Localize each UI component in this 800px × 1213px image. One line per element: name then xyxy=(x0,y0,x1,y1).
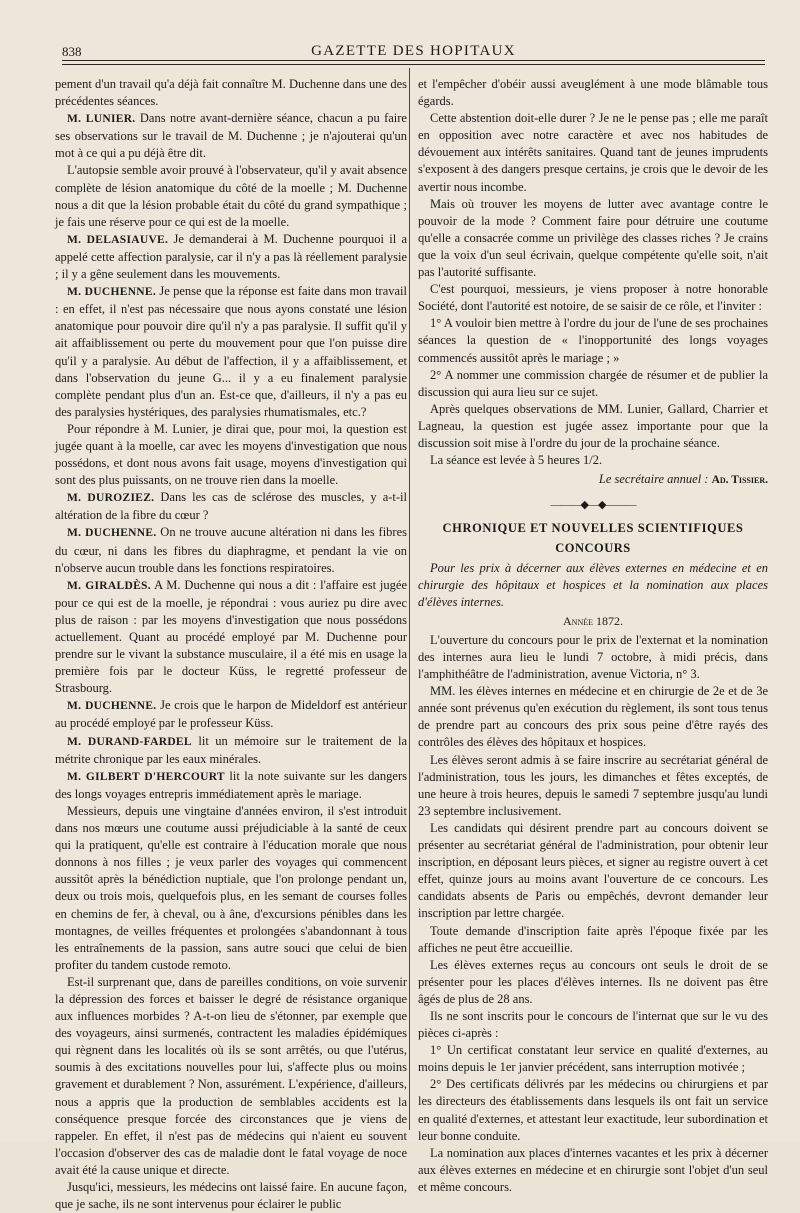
paragraph-text: Dans notre avant-dernière séance, chacun a pu faire ses observations sur le travail de M. Duchenne ; je n'ajouterai qu'un mot à ce qui a pu déjà être dit. xyxy=(55,111,407,161)
paragraph-text: Cette abstention doit-elle durer ? Je ne le pense pas ; elle me paraît en opposition avec notre caractère et avec nos habitudes de dévouement aux intérêts sanitaires. Quand tant de jeunes imprudents s'exposent à des dangers presque certains, je crois que le devoir de les avertir nous incombe. xyxy=(418,111,768,194)
column-divider xyxy=(409,68,410,1130)
paragraph-text: Je crois que le harpon de Mideldorf est antérieur au procédé employé par le professeur Küss. xyxy=(55,698,407,731)
paragraph xyxy=(55,283,407,421)
paragraph xyxy=(55,974,407,1179)
paragraph-text: La nomination aux places d'internes vacantes et les prix à décerner aux élèves externes en médecine et en chirurgie sont l'objet d'un seul et même concours. xyxy=(418,1145,768,1194)
paragraph-text: Dans les cas de sclérose des muscles, y a-t-il altération de la fibre du cœur ? xyxy=(55,490,407,523)
paragraph-text: On ne trouve aucune altération ni dans les fibres du cœur, ni dans les fibres du diaphragme, et pendant la vie on n'observe aucun trouble dans les fonctions respiratoires. xyxy=(55,525,407,575)
masthead-title: GAZETTE DES HOPITAUX xyxy=(311,43,516,59)
paragraph xyxy=(418,1076,768,1144)
paragraph xyxy=(55,76,407,110)
paragraph-text: Les candidats qui désirent prendre part au concours doivent se présenter au secrétariat général de l'administration, pour obtenir leur inscription, en déposant leurs pièces, et signer au registre ouvert à cet effet, quinze jours au moins avant l'ouverture de ce concours. Les candidats absents de Paris ou empêchés, devront demander leur inscription par lettre chargée. xyxy=(418,820,768,921)
paragraph xyxy=(55,489,407,524)
paragraph-text: 2° Des certificats délivrés par les médecins ou chirurgiens et par les directeurs des établissements dans lesquels ils ont fait un service en qualité d'externes, et attestant leur exactitude, leur subordination et leur bonne conduite. xyxy=(418,1077,768,1143)
paragraph-text: et l'empêcher d'obéir aussi aveuglément à une mode blâmable tous égards. xyxy=(418,77,768,109)
speaker-name: M. DURAND-FARDEL xyxy=(67,735,192,748)
speaker-name: M. LUNIER. xyxy=(67,113,136,126)
paragraph xyxy=(418,923,768,957)
speaker-name: M. DUCHENNE. xyxy=(67,700,157,713)
paragraph xyxy=(418,452,768,469)
paragraph-text: pement d'un travail qu'a déjà fait connaître M. Duchenne dans une des précédentes séances. xyxy=(55,77,407,109)
paragraph-text: Les élèves seront admis à se faire inscrire au secrétariat général de l'administration, tous les jours, les dimanches et fêtes exceptés, de une heure à trois heures, depuis le samedi 7 septembre jusqu'au lundi 23 septembre inclusivement. xyxy=(418,752,768,818)
paragraph xyxy=(55,231,407,283)
speaker-name: M. GIRALDÈS. xyxy=(67,579,151,592)
paragraph xyxy=(418,1042,768,1076)
paragraph xyxy=(418,632,768,683)
paragraph-text: L'ouverture du concours pour le prix de l'externat et la nomination des internes aura lieu le lundi 7 octobre, à midi précis, dans l'amphithéâtre de l'administration, avenue Victoria, n° 3. xyxy=(418,632,768,682)
page-header xyxy=(62,40,765,62)
paragraph-text: Les élèves externes reçus au concours ont seuls le droit de se présenter pour les places d'élèves internes. Ils ne doivent pas être âgés de plus de 28 ans. xyxy=(418,957,768,1006)
paragraph-text: Je demanderai à M. Duchenne pourquoi il a appelé cette affection paralysie, car il n'y a pas là réellement paralysie ; il y a gêne seulement dans les mouvements. xyxy=(55,231,407,282)
signature-label: Le secrétaire annuel : xyxy=(598,472,712,487)
paragraph-text: A M. Duchenne qui nous a dit : l'affaire est jugée pour ce qui est de la moelle, je répondrai : vous auriez pu dire avec plus de raison : par les moyens d'investigation que nous possédons actuellement. Quant au procédé employé par M. Duchenne pour prendre sur le vivant la substance musculaire, il a été mis en usage la première fois par le docteur Küss, le regretté professeur de Strasbourg. xyxy=(55,577,407,696)
paragraph xyxy=(418,367,768,401)
concours-heading: CONCOURS xyxy=(555,541,631,556)
paragraph-text: Jusqu'ici, messieurs, les médecins ont laissé faire. En aucune façon, que je sache, ils ne sont intervenus pour éclairer le public xyxy=(55,1180,407,1212)
paragraph-text: Je pense que la réponse est faite dans mon travail : en effet, il n'est pas nécessaire que nous ayons constaté une lésion anatomique pour pouvoir dire qu'il n'y a pas paralysie. Il suffit qu'il y ait affaiblissement ou perte du mouvement pour que l'on puisse dire qu'il y a paralysie. Au début de l'affection, il y a affaiblissement, et dans l'observation du jeune G... il y a eu finalement paralysie complète pendant plus d'un an. Est-ce que, d'ailleurs, il n'y a pas eu des paralysies hystériques, des paralysies rhumatismales, etc.? xyxy=(55,284,407,419)
paragraph xyxy=(55,1179,407,1213)
paragraph-text: Mais où trouver les moyens de lutter avec avantage contre le pouvoir de la mode ? Comment faire pour détruire une coutume qu'elle a consacrée comme un privilège des classes riches ? Je crains que la voix d'un seul écrivain, quelque compétente qu'elle soit, n'ait pas l'autorité suffisante. xyxy=(418,196,768,280)
paragraph-text: Est-il surprenant que, dans de pareilles conditions, on voie survenir la dépression des forces et baisser le degré de résistance organique aux influences morbides ? A-t-on lieu de s'étonner, par exemple que des voyageurs, ainsi surmenés, contractent les maladies épidémiques qui règnent dans les localités où ils se sont arrêtés, ou que l'utérus, soumis à des excitations nouvelles pour lui, s'affecte plus ou moins gravement et durablement ? Non, assurément. L'expérience, d'ailleurs, nous a appris que la production de semblables accidents est la conséquence presque forcée des circonstances que je viens de rappeler. En effet, il n'est pas de médecins qui n'aient eu souvent l'occasion d'observer des cas de maladie dont le fatal voyage de noce avait été la cause unique et directe. xyxy=(55,974,407,1177)
speaker-name: M. DELASIAUVE. xyxy=(67,233,169,246)
header-rule xyxy=(62,60,765,65)
concours-paragraphs xyxy=(418,632,768,1196)
speaker-name: M. DUCHENNE. xyxy=(67,527,157,540)
paragraph-text: lit un mémoire sur le traitement de la métrite chronique par les eaux minérales. xyxy=(55,733,407,766)
paragraph xyxy=(418,752,768,820)
paragraph xyxy=(418,957,768,1008)
paragraph-text: Messieurs, depuis une vingtaine d'années environ, il s'est introduit dans nos mœurs une coutume aussi préjudiciable à la santé de ceux qui la pratiquent, qu'elle est contraire à l'éducation morale que nous donnons à nos filles ; je veux parler des voyages qui commencent aussitôt après la bénédiction nuptiale, que l'on prolonge pendant un, deux ou trois mois, quelquefois plus, en les semant de courses folles en chemins de fer, à cheval, ou à âne, d'excursions pénibles dans les montagnes, de veilles fréquentes et prolongées s'abandonnant à tous les entraînements de la passion, sans autre souci que celui de bien profiter du tandem custode remoto. xyxy=(55,803,407,972)
chronicle-heading: CHRONIQUE ET NOUVELLES SCIENTIFIQUES xyxy=(442,521,744,536)
paragraph xyxy=(55,697,407,732)
paragraph xyxy=(55,421,407,489)
paragraph xyxy=(418,281,768,315)
paragraph xyxy=(55,768,407,803)
paragraph xyxy=(418,401,768,452)
paragraph xyxy=(418,196,768,281)
right-column xyxy=(418,76,768,1196)
paragraph-text: lit la note suivante sur les dangers des longs voyages entrepris immédiatement après le mariage. xyxy=(55,768,408,801)
paragraph xyxy=(418,315,768,366)
concours-subtitle: Pour les prix à décerner aux élèves externes en médecine et en chirurgie des hôpitaux et hospices et la nomination aux places d'élèves internes. xyxy=(418,560,768,609)
paragraph xyxy=(55,803,407,974)
speaker-name: M. GILBERT D'HERCOURT xyxy=(67,770,225,783)
report-paragraphs xyxy=(418,76,768,469)
paragraph xyxy=(55,733,407,768)
paragraph xyxy=(418,76,768,110)
paragraph-text: 2° A nommer une commission chargée de résumer et de publier la discussion qui aura lieu sur ce sujet. xyxy=(418,367,768,399)
paragraph xyxy=(418,683,768,751)
signature xyxy=(418,471,768,489)
paragraph xyxy=(418,110,768,195)
signature-name: Ad. Tissier. xyxy=(711,474,768,487)
speaker-name: M. DUROZIEZ. xyxy=(67,492,155,505)
section-ornament: ———◆—◆——— xyxy=(550,499,636,512)
paragraph-text: Toute demande d'inscription faite après l'époque fixée par les affiches ne peut être accueillie. xyxy=(418,923,768,955)
paragraph-text: C'est pourquoi, messieurs, je viens proposer à notre honorable Société, dont l'autorité est notoire, de se saisir de ce rôle, et l'inviter : xyxy=(418,282,768,314)
left-column xyxy=(55,76,407,1213)
paragraph-text: Après quelques observations de MM. Lunier, Gallard, Charrier et Lagneau, la question est jugée assez importante pour que la discussion soit mise à l'ordre du jour de la prochaine séance. xyxy=(418,401,768,450)
paragraph xyxy=(418,820,768,923)
year-heading: Année 1872. xyxy=(563,613,623,628)
paragraph-text: Ils ne sont inscrits pour le concours de l'internat que sur le vu des pièces ci-après : xyxy=(418,1008,768,1041)
paragraph-text: MM. les élèves internes en médecine et en chirurgie de 2e et de 3e année sont prévenus qu'en exécution du règlement, ils sont tous tenus de prendre part au concours des prix sous peine d'être rayés des contrôles des élèves des hôpitaux et hospices. xyxy=(418,684,768,750)
paragraph-text: 1° Un certificat constatant leur service en qualité d'externes, au moins depuis le 1er janvier précédent, sans interruption motivée ; xyxy=(418,1043,768,1075)
paragraph-text: 1° A vouloir bien mettre à l'ordre du jour de l'une de ses prochaines séances la question de « l'inopportunité des longs voyages commencés aussitôt après le mariage ; » xyxy=(418,316,768,365)
paragraph xyxy=(55,110,407,162)
paragraph xyxy=(418,1008,768,1042)
page-number: 838 xyxy=(62,44,82,59)
paragraph-text: L'autopsie semble avoir prouvé à l'observateur, qu'il y avait absence complète de lésion anatomique du côté de la moelle ; M. Duchenne nous a dit que la lésion probable était du côté du grand sympathique ; je fais une réserve pour ce qui est de la moelle. xyxy=(55,163,407,229)
paragraph xyxy=(55,577,407,698)
speaker-name: M. DUCHENNE. xyxy=(67,286,157,299)
paragraph xyxy=(55,162,407,230)
paragraph-text: Pour répondre à M. Lunier, je dirai que, pour moi, la question est jugée quant à la moelle, car avec les moyens d'investigation que nous possédons, et dont nous avons fait usage, moyens d'investigation qui sont des plus puissants, on ne trouve rien dans la moelle. xyxy=(55,421,407,488)
paragraph-text: La séance est levée à 5 heures 1/2. xyxy=(430,453,603,468)
paragraph xyxy=(55,524,407,576)
paragraph xyxy=(418,1145,768,1196)
